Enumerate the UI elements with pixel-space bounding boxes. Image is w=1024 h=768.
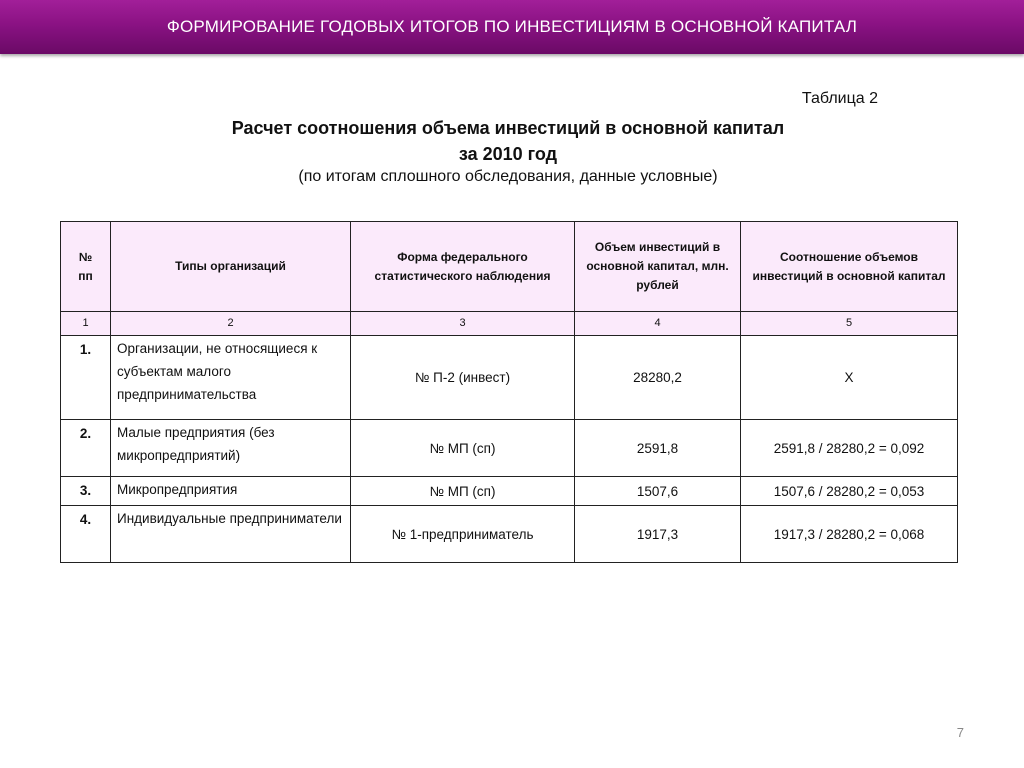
investment-ratio-table bbox=[60, 221, 958, 563]
ratio-cell: 1917,3 / 28280,2 = 0,068 bbox=[741, 506, 958, 563]
org-type-cell: Индивидуальные предприниматели bbox=[111, 506, 351, 563]
stat-form-cell: № МП (сп) bbox=[351, 420, 575, 477]
header-investment-ratio: Соотношение объемов инвестиций в основной капитал bbox=[741, 222, 958, 312]
row-number: 3. bbox=[61, 477, 111, 506]
table-row bbox=[61, 506, 958, 563]
header-investment-volume: Объем инвестиций в основной капитал, млн. рублей bbox=[575, 222, 741, 312]
stat-form-cell: № 1-предприниматель bbox=[351, 506, 575, 563]
org-type-cell: Малые предприятия (без микропредприятий) bbox=[111, 420, 351, 477]
document-title-line2: за 2010 год bbox=[458, 144, 558, 164]
header-org-type: Типы организаций bbox=[111, 222, 351, 312]
slide-header-banner bbox=[0, 0, 1024, 54]
ratio-cell: 2591,8 / 28280,2 = 0,092 bbox=[741, 420, 958, 477]
ratio-cell: Х bbox=[741, 336, 958, 420]
column-number: 2 bbox=[111, 312, 351, 336]
org-type-cell: Организации, не относящиеся к субъектам малого предпринимательства bbox=[111, 336, 351, 420]
column-number-row bbox=[61, 312, 958, 336]
volume-cell: 1917,3 bbox=[575, 506, 741, 563]
table-header-row bbox=[61, 222, 958, 312]
ratio-cell: 1507,6 / 28280,2 = 0,053 bbox=[741, 477, 958, 506]
document-title bbox=[0, 115, 1016, 167]
header-stat-form: Форма федерального статистического наблюдения bbox=[351, 222, 575, 312]
row-number: 4. bbox=[61, 506, 111, 563]
stat-form-cell: № П-2 (инвест) bbox=[351, 336, 575, 420]
table-row bbox=[61, 477, 958, 506]
page-number: 7 bbox=[956, 725, 964, 740]
column-number: 1 bbox=[61, 312, 111, 336]
column-number: 3 bbox=[351, 312, 575, 336]
volume-cell: 2591,8 bbox=[575, 420, 741, 477]
document-title-line1: Расчет соотношения объема инвестиций в основной капитал bbox=[231, 118, 785, 138]
row-number: 1. bbox=[61, 336, 111, 420]
stat-form-cell: № МП (сп) bbox=[351, 477, 575, 506]
volume-cell: 1507,6 bbox=[575, 477, 741, 506]
column-number: 5 bbox=[741, 312, 958, 336]
document-subtitle: (по итогам сплошного обследования, данные условные) bbox=[298, 168, 718, 185]
slide-title: ФОРМИРОВАНИЕ ГОДОВЫХ ИТОГОВ ПО ИНВЕСТИЦИЯМ В ОСНОВНОЙ КАПИТАЛ bbox=[166, 17, 858, 36]
volume-cell: 28280,2 bbox=[575, 336, 741, 420]
table-number-label: Таблица 2 bbox=[801, 90, 878, 107]
column-number: 4 bbox=[575, 312, 741, 336]
header-row-number: № пп bbox=[61, 222, 111, 312]
table-row bbox=[61, 420, 958, 477]
row-number: 2. bbox=[61, 420, 111, 477]
org-type-cell: Микропредприятия bbox=[111, 477, 351, 506]
table-row bbox=[61, 336, 958, 420]
